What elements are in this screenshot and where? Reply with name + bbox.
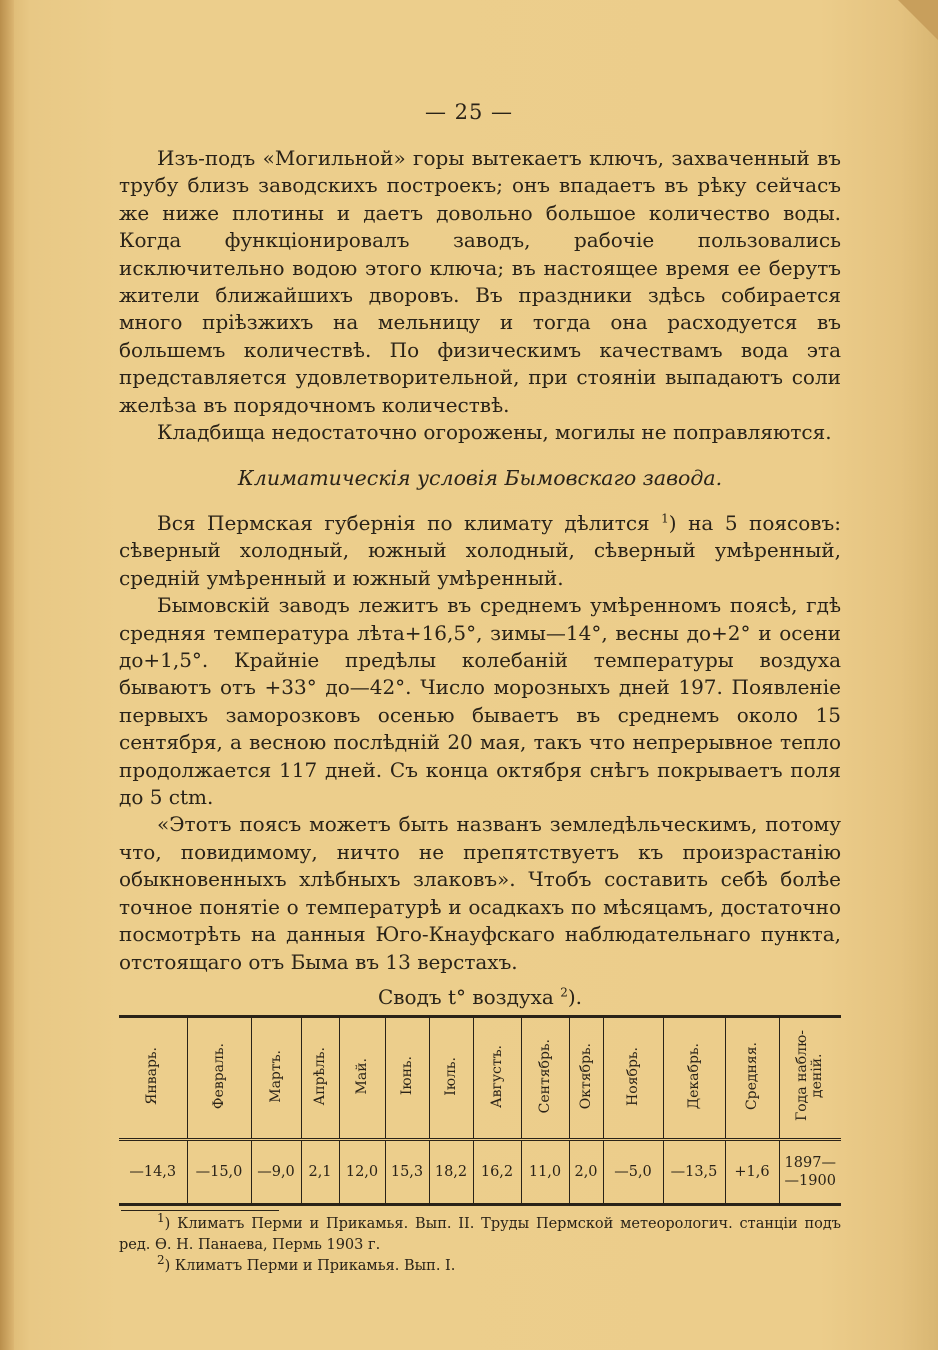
footnotes [119, 1211, 841, 1277]
paragraph-temperature: Бымовскій заводъ лежитъ въ среднемъ умѣренномъ поясѣ, гдѣ средняя температура лѣта+16,5°, зимы—14°, весны до+2° и осени до+1,5°. Крайніе предѣлы колебаній температуры воздуха бываютъ отъ +33° до—42°. Число морозныхъ дней 197. Появленіе первыхъ заморозковъ осенью бываетъ въ среднемъ около 15 сентября, а весною послѣдній 20 мая, такъ что непрерывное тепло продолжается 117 дней. Съ конца октября снѣгъ покрываетъ поля до 5 ctm. [119, 593, 841, 810]
header-cell: Іюль. [429, 1017, 473, 1140]
book-spine-shadow [0, 0, 14, 1350]
value-cell: —15,0 [187, 1140, 251, 1205]
paragraph-spring: Изъ-подъ «Могильной» горы вытекаетъ ключъ, захваченный въ трубу близъ заводскихъ построекъ; онъ впадаетъ въ рѣку сейчасъ же ниже плотины и даетъ довольно большое количество воды. Когда функціонировалъ заводъ, рабочіе пользовались исключительно водою этого ключа; въ настоящее время ее берутъ жители ближайшихъ дворовъ. Въ праздники здѣсь собирается много пріѣзжихъ на мельницу и тогда она расходуется въ большемъ количествѣ. По физическимъ качествамъ вода эта представляется удовлетворительной, при стояніи выпадаютъ соли желѣза въ порядочномъ количествѣ. [119, 146, 841, 417]
section-heading: Климатическія условія Бымовскаго завода. [237, 466, 723, 490]
paragraph-zones [119, 510, 841, 592]
table-header-row [119, 1017, 841, 1140]
header-cell: Средняя. [725, 1017, 779, 1140]
header-cell: Августъ. [473, 1017, 521, 1140]
value-cell: —9,0 [251, 1140, 301, 1205]
value-cell: 11,0 [521, 1140, 569, 1205]
zones-text-a: Вся Пермская губернія по климату дѣлится [157, 511, 650, 535]
footnote-2-text: ) Климатъ Перми и Прикамья. Вып. I. [164, 1258, 456, 1274]
years-cell: 1897— —1900 [779, 1140, 841, 1205]
header-cell: Декабрь. [663, 1017, 725, 1140]
value-cell: 2,0 [569, 1140, 603, 1205]
page-number: — 25 — [424, 100, 514, 124]
header-cell: Январь. [119, 1017, 187, 1140]
header-cell: Май. [339, 1017, 385, 1140]
climate-text [119, 510, 841, 976]
intro-text [119, 145, 841, 446]
footnote-marker-1: 1 [157, 1211, 165, 1226]
paragraph-cemetery: Кладбища недостаточно огорожены, могилы не поправляются. [157, 420, 832, 445]
value-cell: —13,5 [663, 1140, 725, 1205]
temperature-table [119, 1015, 841, 1206]
header-cell: Апрѣль. [301, 1017, 339, 1140]
table-title-tail: ). [567, 985, 583, 1009]
value-cell: —5,0 [603, 1140, 663, 1205]
value-cell: —14,3 [129, 1164, 177, 1180]
zones-text-b: ) на 5 поясовъ: сѣверный холодный, южный холодный, сѣверный умѣренный, средній умѣренный и южный умѣренный. [119, 511, 841, 590]
header-cell: Февраль. [187, 1017, 251, 1140]
value-cell: 16,2 [473, 1140, 521, 1205]
header-cell: Мартъ. [251, 1017, 301, 1140]
table-row [119, 1140, 841, 1205]
folded-corner [894, 0, 938, 44]
footnote-divider [121, 1210, 279, 1211]
footnote-1 [119, 1211, 841, 1256]
header-cell: Іюнь. [385, 1017, 429, 1140]
value-cell: 18,2 [429, 1140, 473, 1205]
footnote-ref-2: 2 [560, 985, 568, 1000]
table-title-text: Сводъ t° воздуха [377, 985, 554, 1009]
footnote-1-text: ) Климатъ Перми и Прикамья. Вып. II. Труды Пермской метеорологич. станціи подъ ред. Ѳ. Н. Панаева, Пермь 1903 г. [119, 1216, 841, 1253]
header-cell: Ноябрь. [603, 1017, 663, 1140]
header-cell: Сентябрь. [521, 1017, 569, 1140]
header-cell: Года наблю- деній. [779, 1017, 841, 1140]
footnote-marker-2: 2 [157, 1253, 165, 1268]
footnote-2 [119, 1253, 841, 1277]
value-cell: +1,6 [725, 1140, 779, 1205]
paragraph-agriculture: «Этотъ поясъ можетъ быть названъ земледѣльческимъ, потому что, повидимому, ничто не препятствуетъ къ произрастанію обыкновенныхъ хлѣбныхъ злаковъ». Чтобъ составить себѣ болѣе точное понятіе о температурѣ и осадкахъ по мѣсяцамъ, достаточно посмотрѣть на данныя Юго-Кнауфскаго наблюдательнаго пункта, отстоящаго отъ Быма въ 13 верстахъ. [119, 812, 841, 974]
value-cell: 15,3 [385, 1140, 429, 1205]
value-cell: 2,1 [301, 1140, 339, 1205]
table-title [119, 985, 841, 1009]
value-cell: 12,0 [339, 1140, 385, 1205]
header-cell: Октябрь. [569, 1017, 603, 1140]
footnote-ref-1: 1 [661, 511, 669, 526]
